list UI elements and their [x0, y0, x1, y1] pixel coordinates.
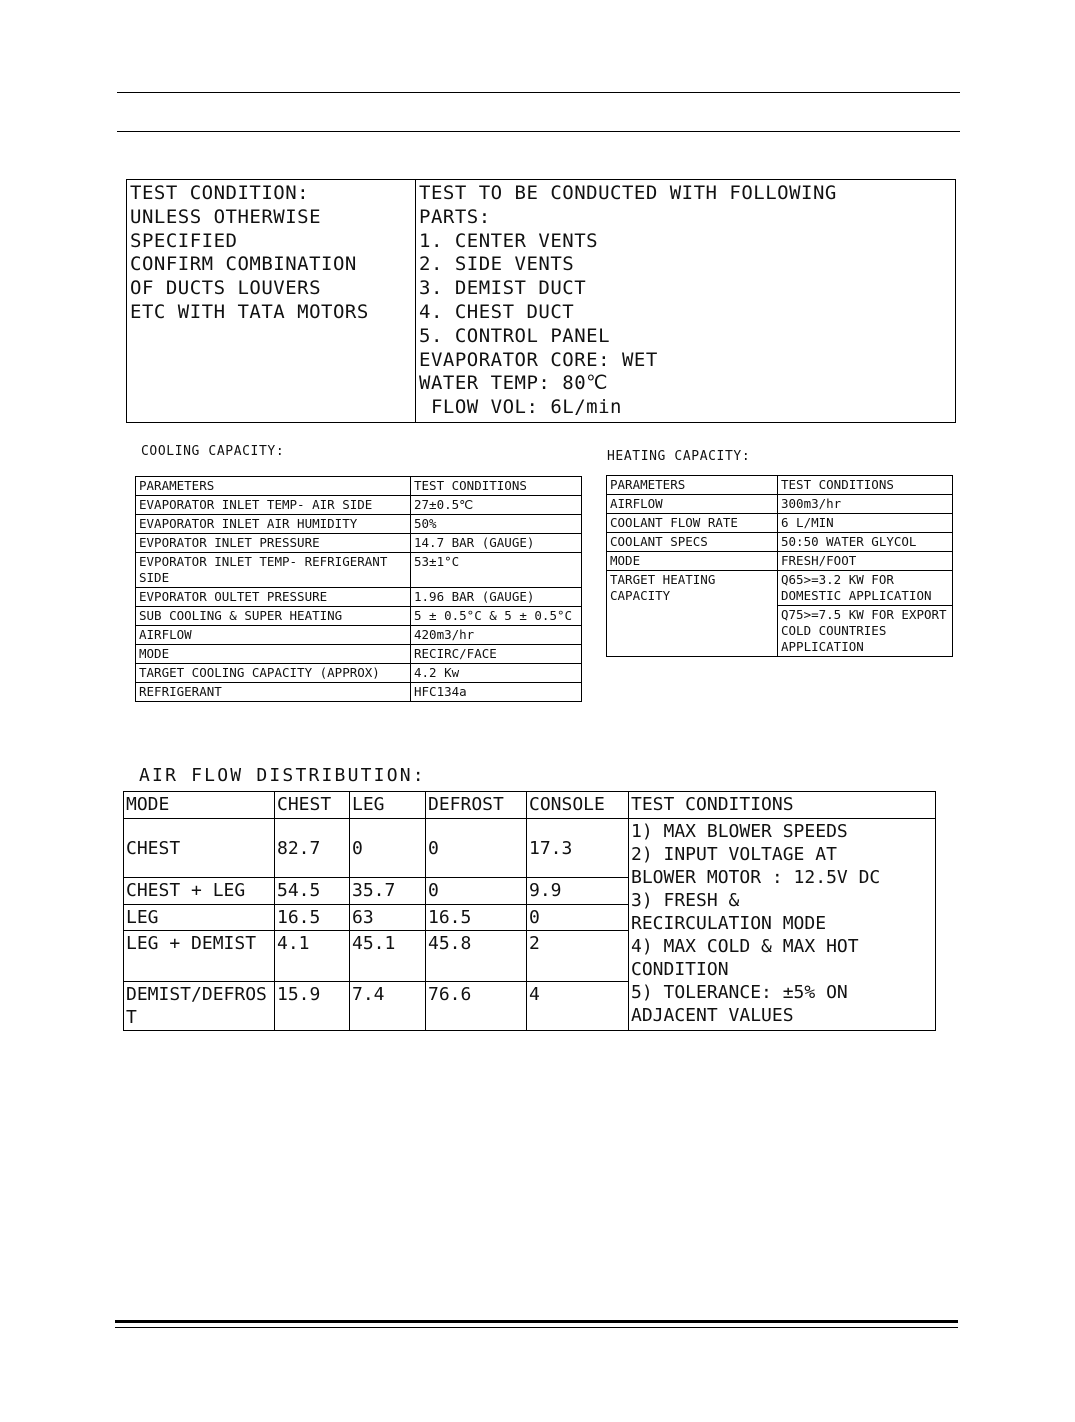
table-row [136, 553, 582, 588]
table-row [607, 552, 953, 571]
value-cell: 2 [527, 931, 629, 982]
text-line: WATER TEMP: 80℃ [419, 372, 608, 395]
text-line: ETC WITH TATA MOTORS [130, 300, 369, 323]
value-cell: 9.9 [527, 878, 629, 905]
mode-cell: LEG [124, 905, 275, 931]
value-cell: 17.3 [527, 819, 629, 878]
text-line: EVAPORATOR CORE: WET [419, 348, 658, 371]
param-cell: AIRFLOW [136, 626, 411, 645]
table-row [124, 819, 936, 878]
text-line: SPECIFIED [130, 229, 238, 252]
cooling-capacity-table [135, 476, 582, 702]
header-cell: CONSOLE [527, 792, 629, 819]
table-row [136, 664, 582, 683]
value-cell: 45.8 [426, 931, 527, 982]
param-cell: EVAPORATOR INLET AIR HUMIDITY [136, 515, 411, 534]
param-cell: MODE [136, 645, 411, 664]
value-cell: Q75>=7.5 KW FOR EXPORT COLD COUNTRIES APPLICATION [778, 606, 953, 657]
value-cell: FRESH/FOOT [778, 552, 953, 571]
value-cell: 82.7 [275, 819, 350, 878]
table-row [136, 515, 582, 534]
value-cell: RECIRC/FACE [411, 645, 582, 664]
value-cell: 76.6 [426, 982, 527, 1031]
test-condition-notes [127, 180, 416, 423]
value-cell: 27±0.5℃ [411, 496, 582, 515]
text-line: 5. CONTROL PANEL [419, 324, 611, 347]
heating-capacity-title: HEATING CAPACITY: [607, 449, 751, 464]
test-parts-list [416, 180, 956, 423]
value-cell: 35.7 [350, 878, 426, 905]
value-cell: 15.9 [275, 982, 350, 1031]
text-line: OF DUCTS LOUVERS [130, 277, 322, 300]
text-line: UNLESS OTHERWISE [130, 205, 322, 228]
text-line: 2. SIDE VENTS [419, 253, 575, 276]
table-row [136, 626, 582, 645]
header-rule-top [117, 92, 960, 93]
value-cell: 50:50 WATER GLYCOL [778, 533, 953, 552]
table-row [136, 645, 582, 664]
param-cell: EVAPORATOR INLET TEMP- AIR SIDE [136, 496, 411, 515]
param-cell: COOLANT SPECS [607, 533, 778, 552]
text-line: CONFIRM COMBINATION [130, 253, 357, 276]
param-cell: TARGET COOLING CAPACITY (APPROX) [136, 664, 411, 683]
text-line: TEST CONDITION: [130, 182, 310, 204]
table-header-row [607, 476, 953, 495]
text-line: 2) INPUT VOLTAGE AT [631, 844, 837, 865]
mode-cell: DEMIST/DEFROST [124, 982, 275, 1031]
table-row [136, 496, 582, 515]
test-condition-box [126, 179, 956, 423]
text-line: RECIRCULATION MODE [631, 913, 827, 934]
param-cell: MODE [607, 552, 778, 571]
value-cell: 16.5 [426, 905, 527, 931]
text-line: PARTS: [419, 205, 491, 228]
table-row [136, 588, 582, 607]
param-cell: TARGET HEATING CAPACITY [607, 571, 778, 657]
text-line: 4) MAX COLD & MAX HOT [631, 936, 859, 957]
mode-cell: CHEST [124, 819, 275, 878]
air-flow-distribution-title: AIR FLOW DISTRIBUTION: [139, 765, 426, 786]
table-header-row [136, 477, 582, 496]
footer-rule-thick [115, 1320, 958, 1323]
value-cell: 54.5 [275, 878, 350, 905]
text-line: 5) TOLERANCE: ±5% ON [631, 982, 848, 1003]
value-cell: Q65>=3.2 KW FOR DOMESTIC APPLICATION [778, 571, 953, 606]
table-row [607, 495, 953, 514]
table-header-row [124, 792, 936, 819]
table-row [136, 534, 582, 553]
header-cell: DEFROST [426, 792, 527, 819]
param-cell: REFRIGERANT [136, 683, 411, 702]
value-cell: 0 [426, 878, 527, 905]
value-cell: 420m3/hr [411, 626, 582, 645]
value-cell: 16.5 [275, 905, 350, 931]
text-line: 1) MAX BLOWER SPEEDS [631, 821, 848, 842]
text-line: BLOWER MOTOR : 12.5V DC [631, 867, 881, 888]
header-cell: TEST CONDITIONS [629, 792, 936, 819]
value-cell: 5 ± 0.5°C & 5 ± 0.5°C [411, 607, 582, 626]
param-cell: EVPORATOR OULTET PRESSURE [136, 588, 411, 607]
text-line: 3. DEMIST DUCT [419, 277, 587, 300]
header-cell: CHEST [275, 792, 350, 819]
value-cell: 1.96 BAR (GAUGE) [411, 588, 582, 607]
header-cell: TEST CONDITIONS [411, 477, 582, 496]
value-cell: 45.1 [350, 931, 426, 982]
test-conditions-cell [629, 819, 936, 1031]
value-cell: 300m3/hr [778, 495, 953, 514]
header-cell: LEG [350, 792, 426, 819]
mode-cell: CHEST + LEG [124, 878, 275, 905]
value-cell: 14.7 BAR (GAUGE) [411, 534, 582, 553]
param-cell: AIRFLOW [607, 495, 778, 514]
param-cell: EVPORATOR INLET TEMP- REFRIGERANT SIDE [136, 553, 411, 588]
header-cell: PARAMETERS [136, 477, 411, 496]
table-row [607, 533, 953, 552]
value-cell: 4.2 Kw [411, 664, 582, 683]
heating-capacity-table [606, 475, 953, 657]
header-cell: PARAMETERS [607, 476, 778, 495]
cooling-capacity-title: COOLING CAPACITY: [141, 444, 285, 459]
table-row [136, 683, 582, 702]
value-cell: HFC134a [411, 683, 582, 702]
param-cell: COOLANT FLOW RATE [607, 514, 778, 533]
header-rule-bottom [117, 131, 960, 132]
value-cell: 63 [350, 905, 426, 931]
text-line: 3) FRESH & [631, 890, 740, 911]
text-line: TEST TO BE CONDUCTED WITH FOLLOWING [419, 182, 837, 204]
footer-rule-thin [115, 1327, 958, 1328]
header-cell: MODE [124, 792, 275, 819]
value-cell: 0 [426, 819, 527, 878]
value-cell: 53±1°C [411, 553, 582, 588]
param-cell: EVPORATOR INLET PRESSURE [136, 534, 411, 553]
value-cell: 7.4 [350, 982, 426, 1031]
value-cell: 6 L/MIN [778, 514, 953, 533]
air-flow-distribution-table [123, 791, 936, 1031]
value-cell: 0 [350, 819, 426, 878]
mode-cell: LEG + DEMIST [124, 931, 275, 982]
value-cell: 4 [527, 982, 629, 1031]
text-line: ADJACENT VALUES [631, 1005, 794, 1026]
text-line: FLOW VOL: 6L/min [419, 396, 622, 419]
param-cell: SUB COOLING & SUPER HEATING [136, 607, 411, 626]
table-row [136, 607, 582, 626]
table-row [607, 571, 953, 606]
text-line: CONDITION [631, 959, 729, 980]
table-row [607, 514, 953, 533]
value-cell: 4.1 [275, 931, 350, 982]
text-line: 4. CHEST DUCT [419, 300, 575, 323]
value-cell: 0 [527, 905, 629, 931]
header-cell: TEST CONDITIONS [778, 476, 953, 495]
value-cell: 50% [411, 515, 582, 534]
text-line: 1. CENTER VENTS [419, 229, 599, 252]
